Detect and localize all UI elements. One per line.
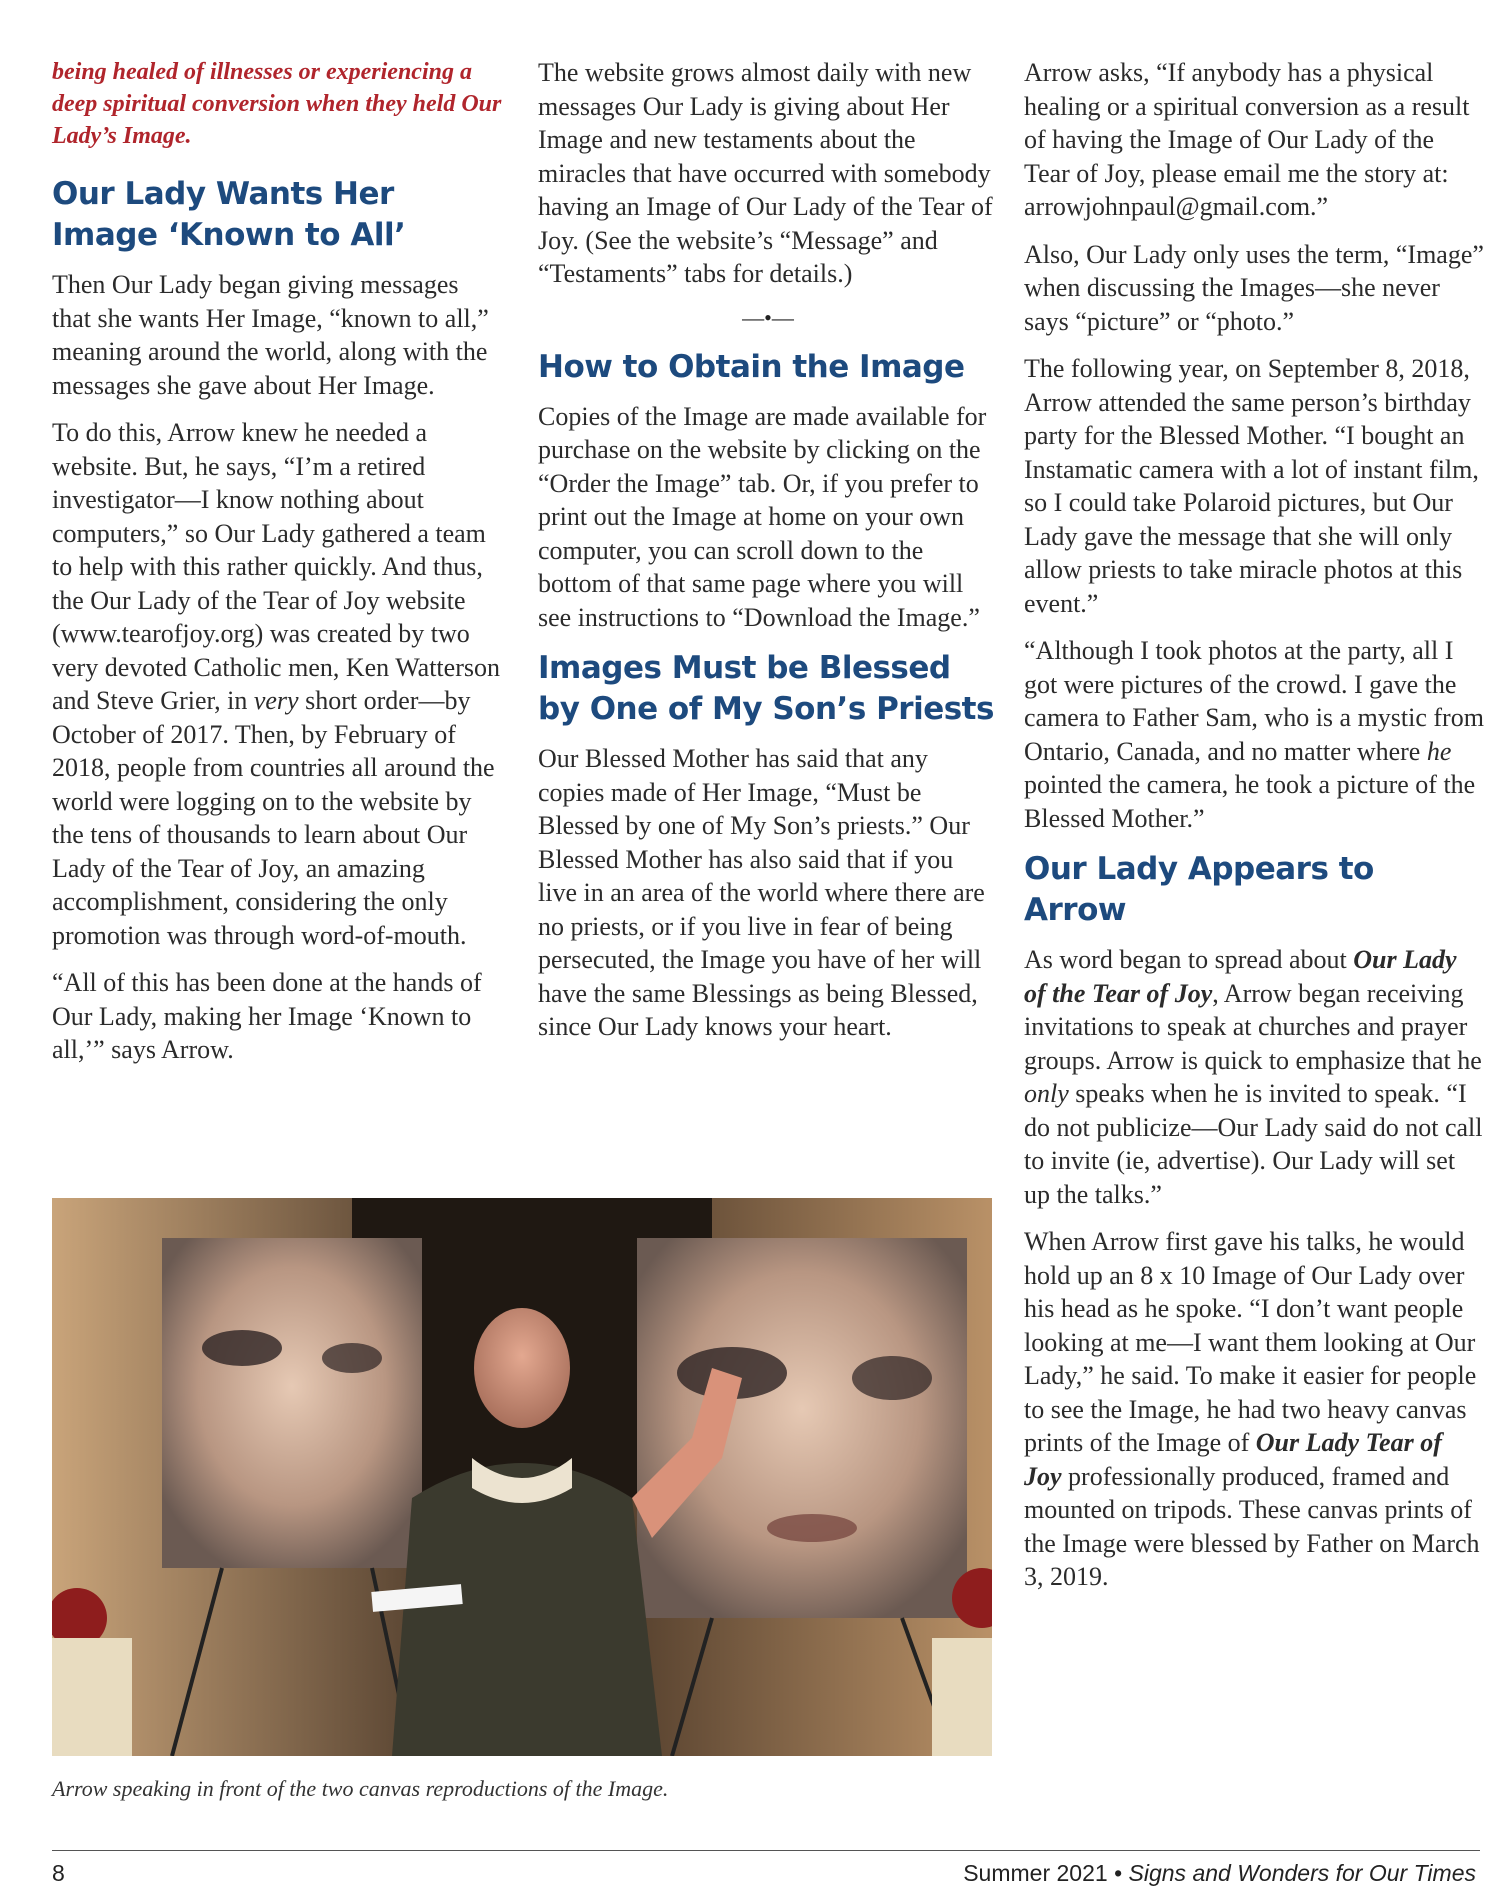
heading-known-to-all: Our Lady Wants Her Image ‘Known to All’ [52, 176, 406, 253]
column-2 [538, 56, 998, 1058]
paragraph: Copies of the Image are made available for purchase on the website by clicking on the “Order the Image” tab. Or, if you prefer to print out the Image at home on your own computer, you can scroll down to the bottom of that same page where you will see instructions to “Download the Image.” [538, 401, 987, 632]
paragraph: Then Our Lady began giving messages that she wants Her Image, “known to all,” meaning around the world, along with the messages she gave about Her Image. [52, 270, 489, 400]
photo-caption: Arrow speaking in front of the two canvas reproductions of the Image. [52, 1776, 669, 1801]
footer-season: Summer 2021 [963, 1860, 1108, 1886]
paragraph: Also, Our Lady only uses the term, “Image” when discussing the Images—she never says “picture” or “photo.” [1024, 239, 1484, 336]
footer-publication [963, 1860, 1476, 1887]
photo-illustration [52, 1198, 992, 1756]
section-divider: —•— [742, 304, 794, 330]
paragraph: As word began to spread about Our Lady of the Tear of Joy, Arrow began receiving invitations to speak at churches and prayer groups. Arrow is quick to emphasize that he only speaks when he is invited to speak. “I do not publicize—Our Lady said do not call to invite (ie, advertise). Our Lady will set up the talks.” [1024, 945, 1483, 1209]
paragraph: “All of this has been done at the hands of Our Lady, making her Image ‘Known to all,’” says Arrow. [52, 968, 482, 1064]
footer-publication-title: Signs and Wonders for Our Times [1128, 1860, 1476, 1886]
paragraph: The following year, on September 8, 2018, Arrow attended the same person’s birthday party for the Blessed Mother. “I bought an Instamatic camera with a lot of instant film, so I could take Polaroid pictures, but Our Lady gave the message that she will only allow priests to take miracle photos at this event.” [1024, 354, 1479, 618]
page-number: 8 [52, 1860, 65, 1886]
column-1 [52, 56, 502, 1081]
paragraph: Our Blessed Mother has said that any copies made of Her Image, “Must be Blessed by one of My Son’s priests.” Our Blessed Mother has also said that if you live in an area of the world where there are no priests, or if you live in fear of being persecuted, the Image you have of her will have the same Blessings as being Blessed, since Our Lady knows your heart. [538, 744, 985, 1041]
column-3 [1024, 56, 1484, 1608]
heading-obtain-image: How to Obtain the Image [538, 348, 965, 385]
lead-text: being healed of illnesses or experiencing a deep spiritual conversion when they held Our Lady’s Image. [52, 59, 502, 149]
footer-bullet: • [1114, 1860, 1123, 1886]
paragraph: “Although I took photos at the party, all I got were pictures of the crowd. I gave the camera to Father Sam, who is a mystic from Ontario, Canada, and no matter where he pointed the camera, he took a picture of the Blessed Mother.” [1024, 636, 1484, 833]
event-photo [52, 1198, 992, 1756]
paragraph: When Arrow first gave his talks, he would hold up an 8 x 10 Image of Our Lady over his head as he spoke. “I don’t want people looking at me—I want them looking at Our Lady,” he said. To make it easier for people to see the Image, he had two heavy canvas prints of the Image of Our Lady Tear of Joy professionally produced, framed and mounted on tripods. These canvas prints of the Image were blessed by Father on March 3, 2019. [1024, 1227, 1480, 1591]
paragraph: The website grows almost daily with new messages Our Lady is giving about Her Image and new testaments about the miracles that have occurred with somebody having an Image of Our Lady of the Tear of Joy. (See the website’s “Message” and “Testaments” tabs for details.) [538, 58, 993, 288]
paragraph: Arrow asks, “If anybody has a physical healing or a spiritual conversion as a result of having the Image of Our Lady of the Tear of Joy, please email me the story at: arrowjohnpaul@gmail.com.” [1024, 58, 1470, 221]
paragraph: To do this, Arrow knew he needed a website. But, he says, “I’m a retired investigator—I know nothing about computers,” so Our Lady gathered a team to help with this rather quickly. And thus, the Our Lady of the Tear of Joy website (www.tearofjoy.org) was created by two very devoted Catholic men, Ken Watterson and Steve Grier, in very short order—by October of 2017. Then, by February of 2018, people from countries all around the world were logging on to the website by the tens of thousands to learn about Our Lady of the Tear of Joy, an amazing accomplishment, considering the only promotion was through word-of-mouth. [52, 418, 500, 950]
heading-images-blessed: Images Must be Blessed by One of My Son’s Priests [538, 650, 994, 727]
heading-appears-to-arrow: Our Lady Appears to Arrow [1024, 851, 1374, 928]
footer-rule [52, 1850, 1480, 1851]
